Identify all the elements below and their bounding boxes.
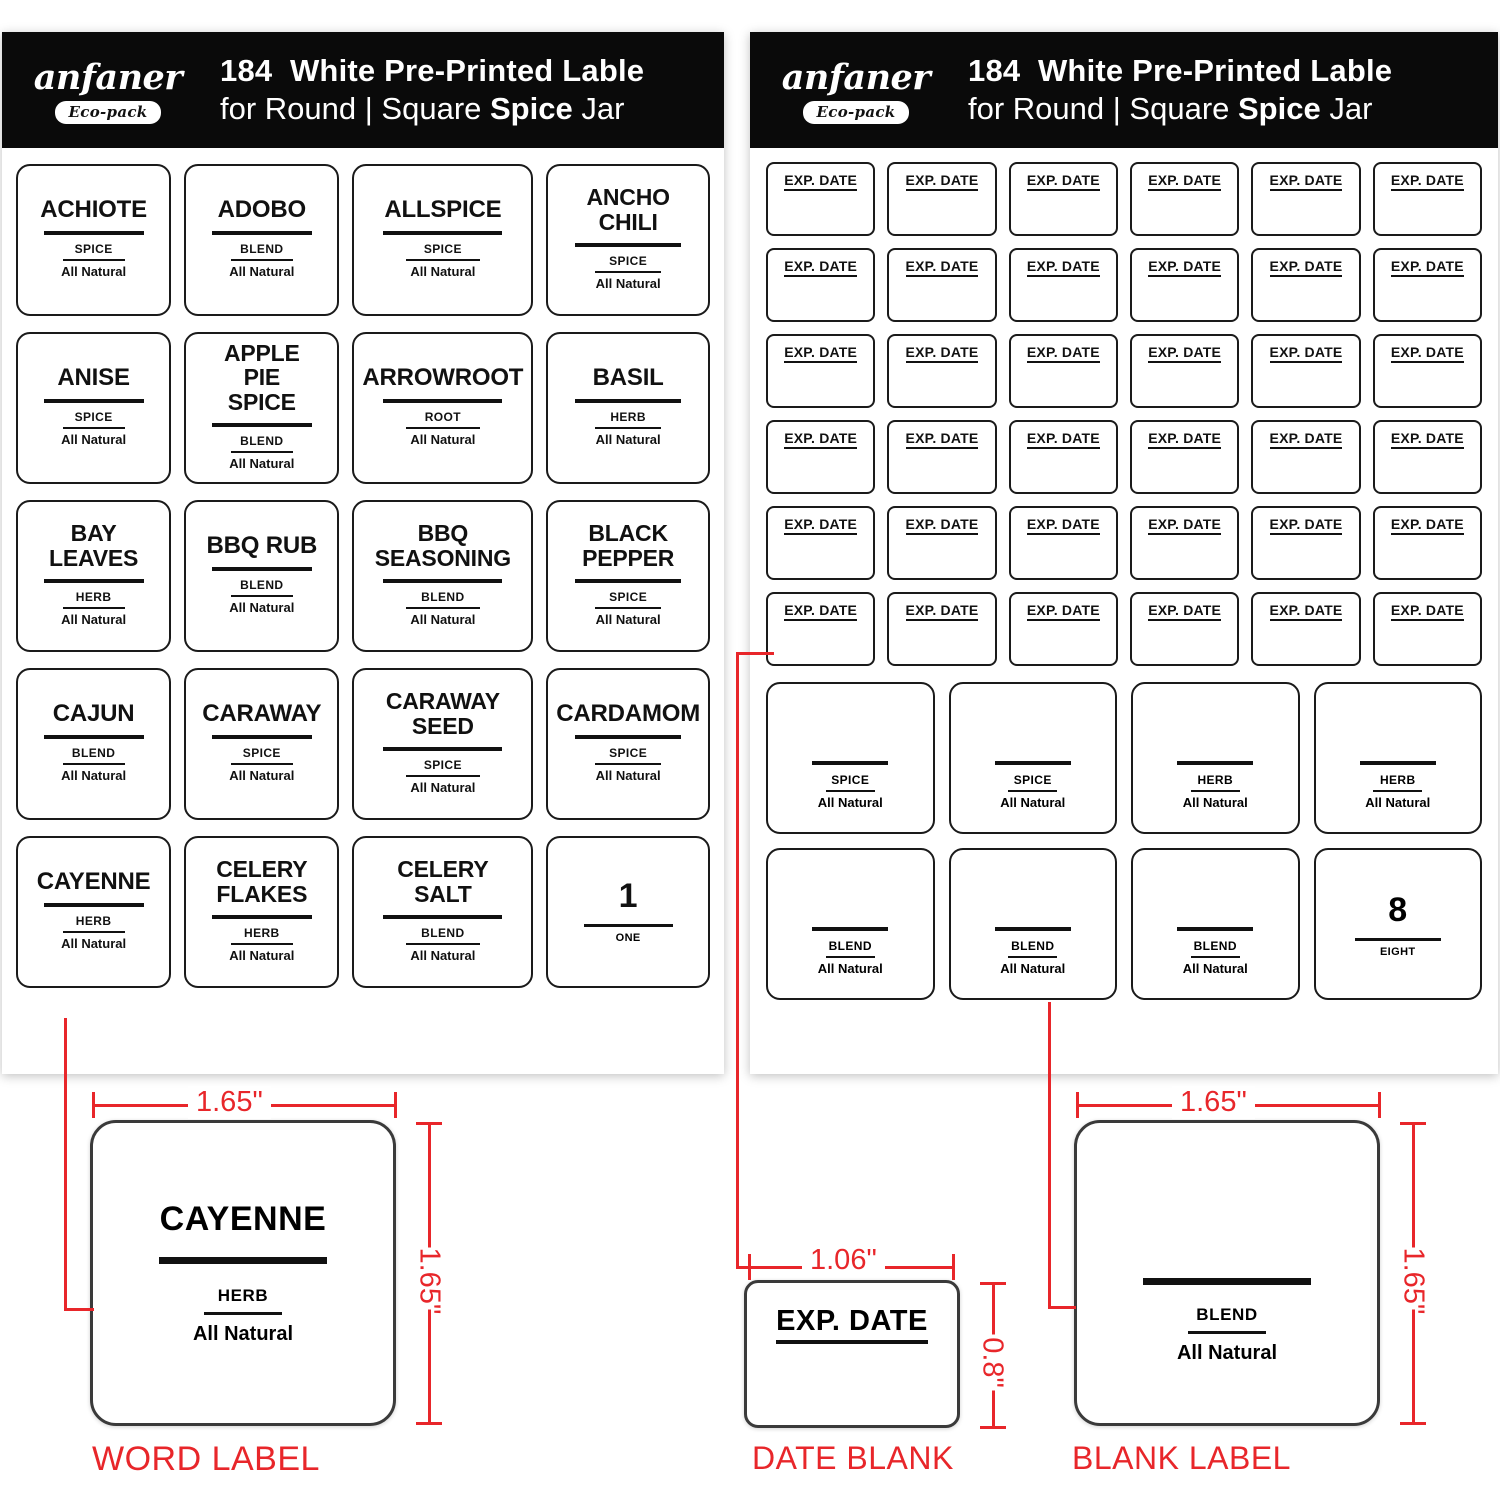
word-label-tile [16, 836, 171, 988]
header-line-2-strong: Spice [1238, 91, 1321, 126]
date-blank-tile [766, 248, 875, 322]
word-label-name: CARAWAY SEED [385, 688, 500, 739]
word-label-thin-rule [231, 943, 293, 945]
word-label-name: BLACK PEPPER [582, 520, 675, 571]
blank-label-type: BLEND [828, 939, 872, 953]
blank-label-thin-rule [826, 790, 875, 792]
word-label-type: SPICE [609, 589, 648, 604]
date-blank-text: EXP. DATE [1148, 344, 1221, 363]
word-label-tile [352, 668, 533, 820]
word-label-tile [546, 836, 710, 988]
date-blank-tile [1009, 592, 1118, 666]
date-blank-tile [887, 592, 996, 666]
dim-date-width-text: 1.06" [802, 1244, 885, 1277]
date-blank-text: EXP. DATE [1148, 602, 1221, 621]
word-label-name: CAJUN [52, 699, 135, 727]
blank-label-tile [949, 682, 1118, 834]
date-blank-tile [1251, 162, 1360, 236]
dim-date-height-tick-top [980, 1282, 1006, 1285]
word-label-tile [546, 668, 710, 820]
detail-blank-rule [1143, 1278, 1311, 1285]
detail-blank-label [1074, 1120, 1380, 1426]
dim-blank-height-text: 1.65" [1389, 1248, 1438, 1310]
date-blank-tile [766, 162, 875, 236]
word-label-thin-rule [406, 775, 480, 777]
date-blank-text: EXP. DATE [1148, 516, 1221, 535]
word-label-natural: All Natural [229, 947, 295, 963]
blank-label-tile [1131, 848, 1300, 1000]
date-blank-text: EXP. DATE [1027, 602, 1100, 621]
word-label-tile [184, 164, 339, 316]
word-label-thin-rule [231, 595, 293, 597]
word-label-type: SPICE [74, 410, 113, 425]
date-blank-text: EXP. DATE [784, 430, 857, 449]
word-label-thin-rule [231, 451, 293, 453]
detail-blank-thin-rule [1188, 1331, 1266, 1334]
header-line-2-suffix: Jar [572, 91, 625, 126]
header-line-1-text: White Pre-Printed Lable [1037, 53, 1393, 89]
leader-line-date-h [736, 652, 774, 655]
dim-word-width-tick-right [394, 1092, 397, 1118]
date-blank-tile [766, 420, 875, 494]
blank-label-tile [1314, 682, 1483, 834]
word-label-rule [212, 567, 312, 571]
blank-label-type: HERB [1379, 773, 1416, 787]
word-label-name: BBQ RUB [206, 531, 318, 559]
word-label-thin-rule [595, 271, 661, 273]
date-blank-tile [1130, 162, 1239, 236]
word-label-rule [212, 423, 312, 427]
date-blank-text: EXP. DATE [784, 344, 857, 363]
word-label-rule [383, 579, 502, 583]
word-label-type: HERB [244, 925, 280, 940]
date-blank-tile [1251, 420, 1360, 494]
word-label-thin-rule [63, 427, 125, 429]
word-label-natural: All Natural [61, 432, 127, 448]
word-label-tile [184, 500, 339, 652]
blank-label-thin-rule [1373, 790, 1422, 792]
blank-label-tile [766, 848, 935, 1000]
word-label-type: SPICE [609, 746, 648, 761]
header-line-1 [968, 52, 1488, 90]
word-label-name: ACHIOTE [40, 195, 147, 223]
detail-word-thin-rule [204, 1312, 282, 1315]
header-text-left [206, 52, 714, 128]
word-label-natural: All Natural [61, 936, 127, 952]
dim-word-height-tick-bottom [416, 1422, 442, 1425]
blank-label-thin-rule [1008, 790, 1057, 792]
word-label-rule [575, 243, 681, 247]
word-label-name: ARROWROOT [362, 363, 524, 391]
date-blank-tile [1130, 592, 1239, 666]
blank-label-rule [1360, 761, 1436, 765]
dim-date-width-tick-right [952, 1254, 955, 1280]
date-blank-tile [766, 506, 875, 580]
word-label-thin-rule [63, 607, 125, 609]
date-blank-text: EXP. DATE [1391, 258, 1464, 277]
date-blank-text: EXP. DATE [1027, 516, 1100, 535]
header-line-1-text: White Pre-Printed Lable [289, 53, 645, 89]
date-blank-tile [887, 506, 996, 580]
label-count: 184 [968, 53, 1021, 89]
detail-word-type: HERB [217, 1286, 269, 1305]
word-label-rule [212, 231, 312, 235]
date-blank-text: EXP. DATE [1027, 430, 1100, 449]
blank-label-thin-rule [1191, 790, 1240, 792]
word-label-rule [44, 903, 144, 907]
word-label-rule [575, 579, 681, 583]
word-label-name: ALLSPICE [384, 195, 502, 223]
date-blank-text: EXP. DATE [1270, 344, 1343, 363]
date-blank-tile [1130, 334, 1239, 408]
word-label-tile [546, 164, 710, 316]
dim-word-width-tick-left [92, 1092, 95, 1118]
blank-label-grid [750, 666, 1498, 1014]
caption-blank-label: BLANK LABEL [1072, 1440, 1291, 1476]
date-blank-tile [1009, 248, 1118, 322]
date-blank-tile [1009, 506, 1118, 580]
sheet-header-left [2, 32, 724, 148]
date-blank-tile [766, 334, 875, 408]
date-blank-text: EXP. DATE [1391, 516, 1464, 535]
blank-label-natural: All Natural [1182, 961, 1248, 976]
caption-word-label: WORD LABEL [92, 1440, 320, 1478]
word-label-name: CAYENNE [36, 867, 151, 895]
date-blank-text: EXP. DATE [784, 516, 857, 535]
blank-label-type: SPICE [831, 773, 870, 787]
header-line-2 [968, 90, 1488, 128]
detail-blank-type: BLEND [1196, 1305, 1258, 1324]
dim-date-height-text: 0.8" [968, 1335, 1017, 1391]
header-line-2-prefix: for Round | Square [220, 91, 490, 126]
date-blank-text: EXP. DATE [1391, 344, 1464, 363]
word-label-natural: All Natural [595, 432, 661, 448]
word-label-name: CARAWAY [202, 699, 322, 727]
blank-label-number-word: EIGHT [1379, 945, 1416, 958]
dim-blank-width-tick-left [1076, 1092, 1079, 1118]
sheet-header-right [750, 32, 1498, 148]
dim-word-height-text: 1.65" [405, 1248, 454, 1310]
date-blank-text: EXP. DATE [1270, 516, 1343, 535]
word-label-thin-rule [406, 427, 480, 429]
word-label-natural: All Natural [229, 768, 295, 784]
blank-label-tile [1314, 848, 1483, 1000]
blank-label-natural: All Natural [1182, 795, 1248, 810]
word-label-type: HERB [75, 589, 112, 604]
word-label-natural: All Natural [61, 264, 127, 280]
label-count: 184 [220, 53, 273, 89]
header-line-2-strong: Spice [490, 91, 573, 126]
blank-label-rule [1355, 938, 1441, 941]
date-blank-text: EXP. DATE [1270, 172, 1343, 191]
word-label-tile [352, 332, 533, 484]
word-label-thin-rule [406, 607, 480, 609]
dim-blank-height-tick-top [1400, 1122, 1426, 1125]
word-label-thin-rule [63, 931, 125, 933]
blank-label-natural: All Natural [1000, 795, 1066, 810]
word-label-type: HERB [610, 410, 646, 425]
word-label-tile [16, 668, 171, 820]
date-blank-tile [1009, 162, 1118, 236]
date-blank-text: EXP. DATE [1148, 258, 1221, 277]
date-blank-tile [1373, 592, 1482, 666]
word-label-number-word: ONE [615, 931, 641, 944]
word-label-thin-rule [231, 763, 293, 765]
word-label-rule [212, 915, 312, 919]
date-blank-tile [887, 162, 996, 236]
word-label-natural: All Natural [410, 432, 476, 448]
detail-date-text: EXP. DATE [776, 1305, 928, 1344]
word-label-thin-rule [63, 259, 125, 261]
word-label-rule [212, 735, 312, 739]
blank-label-type: HERB [1197, 773, 1234, 787]
dim-blank-width-tick-right [1378, 1092, 1381, 1118]
date-blank-text: EXP. DATE [784, 258, 857, 277]
date-blank-text: EXP. DATE [906, 344, 979, 363]
date-blank-text: EXP. DATE [1270, 430, 1343, 449]
date-blank-text: EXP. DATE [1027, 258, 1100, 277]
detail-blank-natural: All Natural [1176, 1342, 1278, 1364]
word-label-name: BAY LEAVES [49, 520, 139, 571]
blank-label-tile [766, 682, 935, 834]
detail-date-label [744, 1280, 960, 1428]
word-label-natural: All Natural [410, 947, 476, 963]
word-label-type: BLEND [240, 242, 284, 257]
dim-word-height-tick-top [416, 1122, 442, 1125]
detail-word-natural: All Natural [192, 1323, 294, 1345]
date-blank-tile [887, 248, 996, 322]
label-sheet-word [2, 32, 724, 1074]
word-label-tile [546, 332, 710, 484]
header-text-right [954, 52, 1488, 128]
date-blank-text: EXP. DATE [1391, 172, 1464, 191]
date-blank-tile [1373, 506, 1482, 580]
word-label-type: BLEND [421, 925, 465, 940]
word-label-type: SPICE [423, 757, 462, 772]
word-label-natural: All Natural [410, 779, 476, 795]
word-label-name: BASIL [592, 363, 664, 391]
word-label-tile [16, 164, 171, 316]
blank-label-rule [1177, 761, 1253, 765]
date-blank-tile [1130, 420, 1239, 494]
date-blank-text: EXP. DATE [906, 602, 979, 621]
word-label-number: 1 [618, 876, 638, 915]
word-label-tile [352, 836, 533, 988]
word-label-tile [184, 668, 339, 820]
header-line-2 [220, 90, 714, 128]
date-blank-text: EXP. DATE [1391, 430, 1464, 449]
date-blank-tile [766, 592, 875, 666]
date-blank-tile [1251, 248, 1360, 322]
date-blank-tile [887, 334, 996, 408]
leader-line-word [64, 1018, 67, 1310]
blank-label-type: BLEND [1193, 939, 1237, 953]
word-label-rule [383, 747, 502, 751]
brand-subtitle: Eco-pack [55, 101, 162, 124]
date-blank-tile [887, 420, 996, 494]
word-label-tile [184, 836, 339, 988]
dim-date-height-tick-bottom [980, 1426, 1006, 1429]
blank-label-rule [995, 927, 1071, 931]
word-label-type: HERB [75, 914, 112, 929]
word-label-thin-rule [406, 259, 480, 261]
word-label-natural: All Natural [410, 611, 476, 627]
dim-date-width-tick-left [748, 1254, 751, 1280]
word-label-thin-rule [595, 607, 661, 609]
date-blank-text: EXP. DATE [784, 602, 857, 621]
brand-logo [10, 56, 206, 124]
dim-word-width-text: 1.65" [188, 1086, 271, 1119]
word-label-natural: All Natural [229, 600, 295, 616]
date-blank-tile [1373, 248, 1482, 322]
word-label-name: ADOBO [217, 195, 306, 223]
word-label-natural: All Natural [595, 768, 661, 784]
word-label-tile [352, 500, 533, 652]
blank-label-thin-rule [1008, 956, 1057, 958]
date-blank-text: EXP. DATE [1027, 344, 1100, 363]
header-line-2-prefix: for Round | Square [968, 91, 1238, 126]
blank-label-natural: All Natural [1365, 795, 1431, 810]
date-blank-text: EXP. DATE [1391, 602, 1464, 621]
brand-subtitle: Eco-pack [803, 101, 910, 124]
dim-blank-width-text: 1.65" [1172, 1086, 1255, 1119]
word-label-rule [383, 399, 502, 403]
header-line-1 [220, 52, 714, 90]
blank-label-type: SPICE [1013, 773, 1052, 787]
blank-label-rule [812, 761, 888, 765]
date-blank-tile [1009, 420, 1118, 494]
word-label-tile [16, 332, 171, 484]
word-label-name: APPLE PIE SPICE [223, 339, 300, 415]
leader-line-blank-v [1048, 1002, 1051, 1308]
date-blank-tile [1009, 334, 1118, 408]
blank-label-number: 8 [1388, 890, 1408, 929]
date-blank-tile [1130, 248, 1239, 322]
word-label-rule [584, 924, 673, 927]
word-label-natural: All Natural [595, 611, 661, 627]
word-label-rule [383, 915, 502, 919]
word-label-natural: All Natural [410, 264, 476, 280]
date-blank-tile [1251, 334, 1360, 408]
leader-line-blank-h [1048, 1306, 1076, 1309]
brand-name: anfaner [781, 57, 931, 98]
word-label-type: SPICE [74, 242, 113, 257]
blank-label-thin-rule [1191, 956, 1240, 958]
date-blank-text: EXP. DATE [1148, 172, 1221, 191]
blank-label-tile [1131, 682, 1300, 834]
word-label-tile [546, 500, 710, 652]
word-label-rule [44, 231, 144, 235]
date-blank-text: EXP. DATE [906, 516, 979, 535]
header-line-2-suffix: Jar [1320, 91, 1373, 126]
brand-name: anfaner [33, 57, 183, 98]
date-blank-text: EXP. DATE [906, 172, 979, 191]
blank-label-thin-rule [826, 956, 875, 958]
blank-label-rule [995, 761, 1071, 765]
word-label-name: ANISE [57, 363, 130, 391]
blank-label-tile [949, 848, 1118, 1000]
word-label-rule [383, 231, 502, 235]
word-label-natural: All Natural [595, 275, 661, 291]
blank-label-rule [1177, 927, 1253, 931]
word-label-name: CELERY SALT [397, 856, 489, 907]
word-label-type: BLEND [240, 578, 284, 593]
label-sheet-blank [750, 32, 1498, 1074]
word-label-thin-rule [231, 259, 293, 261]
word-label-type: SPICE [609, 253, 648, 268]
word-label-type: BLEND [421, 589, 465, 604]
date-blank-tile [1251, 592, 1360, 666]
date-blank-text: EXP. DATE [906, 430, 979, 449]
word-label-type: SPICE [242, 746, 281, 761]
word-label-tile [16, 500, 171, 652]
word-label-grid [2, 148, 724, 1002]
detail-word-name: CAYENNE [159, 1200, 327, 1238]
word-label-natural: All Natural [61, 768, 127, 784]
detail-word-label [90, 1120, 396, 1426]
word-label-thin-rule [63, 763, 125, 765]
word-label-natural: All Natural [61, 611, 127, 627]
date-blank-tile [1373, 334, 1482, 408]
date-blank-tile [1373, 162, 1482, 236]
word-label-rule [44, 399, 144, 403]
date-blank-text: EXP. DATE [784, 172, 857, 191]
word-label-rule [575, 735, 681, 739]
dim-blank-height-tick-bottom [1400, 1422, 1426, 1425]
leader-line-date-v [736, 652, 739, 1268]
word-label-name: BBQ SEASONING [374, 520, 511, 571]
date-label-grid [750, 148, 1498, 666]
word-label-natural: All Natural [229, 264, 295, 280]
date-blank-tile [1373, 420, 1482, 494]
word-label-tile [352, 164, 533, 316]
blank-label-natural: All Natural [1000, 961, 1066, 976]
blank-label-rule [812, 927, 888, 931]
word-label-thin-rule [595, 427, 661, 429]
blank-label-natural: All Natural [817, 795, 883, 810]
blank-label-natural: All Natural [817, 961, 883, 976]
date-blank-tile [1251, 506, 1360, 580]
word-label-name: CELERY FLAKES [216, 856, 308, 907]
word-label-rule [44, 735, 144, 739]
brand-logo [758, 56, 954, 124]
word-label-type: BLEND [71, 746, 116, 761]
date-blank-text: EXP. DATE [1270, 258, 1343, 277]
word-label-name: CARDAMOM [556, 699, 700, 727]
leader-line-word-h [64, 1308, 94, 1311]
word-label-type: ROOT [424, 410, 461, 425]
word-label-rule [575, 399, 681, 403]
word-label-tile [184, 332, 339, 484]
word-label-thin-rule [595, 763, 661, 765]
date-blank-text: EXP. DATE [1270, 602, 1343, 621]
word-label-type: SPICE [423, 242, 462, 257]
blank-label-type: BLEND [1011, 939, 1055, 953]
date-blank-text: EXP. DATE [906, 258, 979, 277]
date-blank-text: EXP. DATE [1027, 172, 1100, 191]
date-blank-tile [1130, 506, 1239, 580]
word-label-type: BLEND [240, 434, 284, 449]
word-label-natural: All Natural [229, 456, 295, 472]
word-label-rule [44, 579, 144, 583]
word-label-name: ANCHO CHILI [586, 184, 670, 235]
detail-word-rule [159, 1257, 327, 1264]
date-blank-text: EXP. DATE [1148, 430, 1221, 449]
caption-date-blank: DATE BLANK [752, 1440, 954, 1476]
word-label-thin-rule [406, 943, 480, 945]
